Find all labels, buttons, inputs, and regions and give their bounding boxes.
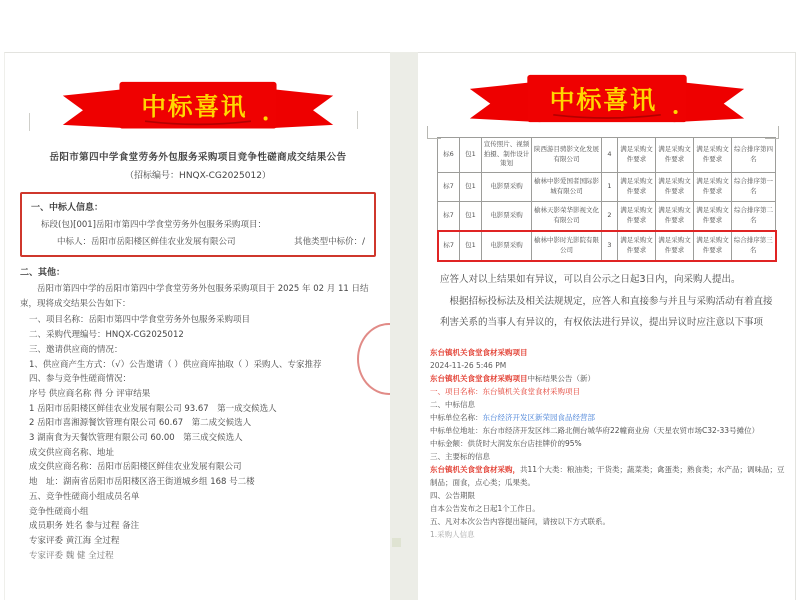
notice-headline-red: 东台镇机关食堂食材采购项目 — [430, 373, 528, 383]
margin-mark-icon — [357, 111, 358, 129]
body-line: 序号 供应商名称 得 分 评审结果 — [29, 388, 151, 399]
notice-item-period: 四、公告期限 — [430, 490, 475, 500]
notice-main-red: 东台镇机关食堂食材采购， — [430, 464, 520, 474]
margin-mark-icon — [29, 113, 30, 131]
lot-line: 标段(包)[001]岳阳市第四中学食堂劳务外包服务采购项目： — [41, 219, 266, 230]
page-gap — [390, 52, 418, 600]
page-right — [418, 52, 796, 600]
winner-box-heading: 一、中标人信息： — [31, 202, 104, 213]
notice-address: 中标单位地址：东台市经济开发区纬二路北侧台城华府22幢商业房（天星农贸市场C32-33号摊位） — [430, 425, 760, 435]
margin-corner-icon — [427, 126, 441, 139]
table-cell: 标7 — [438, 201, 460, 231]
table-cell: 综合排序第二名 — [732, 201, 776, 231]
table-cell: 榆林天影荣华影视文化有限公司 — [532, 201, 602, 231]
notice-period-text: 自本公告发布之日起1个工作日。 — [430, 503, 540, 513]
notice-amount: 中标金额：供货时大润发东台店挂牌价的95% — [430, 438, 582, 448]
table-cell: 2 — [602, 201, 618, 231]
win-banner — [61, 81, 335, 136]
notice-title: 东台镇机关食堂食材采购项目 — [430, 347, 528, 357]
table-row — [438, 137, 776, 172]
table-cell: 1 — [602, 172, 618, 201]
body-line: 五、竞争性磋商小组成员名单 — [29, 491, 140, 502]
table-cell: 满足采购文件要求 — [618, 201, 656, 231]
notice-item-contact: 五、凡对本次公告内容提出疑问，请按以下方式联系。 — [430, 516, 610, 526]
page-title: 岳阳市第四中学食堂劳务外包服务采购项目竞争性磋商成交结果公告 — [49, 151, 347, 163]
table-cell: 榆林中影时光影院有限公司 — [532, 231, 602, 261]
body-line: 专家评委 黄江海 全过程 — [29, 535, 120, 546]
table-cell: 包1 — [460, 137, 482, 172]
body-line: 三、邀请供应商的情况： — [29, 344, 123, 355]
intro-paragraph: 岳阳市第四中学的岳阳市第四中学食堂劳务外包服务采购项目于 2025 年 02 月 11 日结束，现将成交结果公告如下： — [20, 283, 369, 309]
tender-number: （招标编号：HNQX-CG2025012） — [125, 170, 271, 181]
body-line: 四、参与竞争性磋商情况： — [29, 374, 132, 385]
notice-buyer-info: 1.采购人信息 — [430, 529, 475, 539]
table-cell: 榆林中影爱国者国际影城有限公司 — [532, 172, 602, 201]
table-cell: 3 — [602, 231, 618, 261]
page-left — [4, 52, 391, 600]
notice-item-project-name: 一、项目名称：东台镇机关食堂食材采购项目 — [430, 386, 580, 396]
margin-corner-icon — [765, 126, 779, 139]
table-row — [438, 201, 776, 231]
winner-row — [31, 235, 365, 247]
table-cell: 标7 — [438, 172, 460, 201]
table-cell: 综合排序第四名 — [732, 137, 776, 172]
table-cell: 包1 — [460, 231, 482, 261]
body-lines — [29, 313, 381, 563]
notice-section — [430, 346, 787, 541]
table-cell: 满足采购文件要求 — [656, 231, 694, 261]
notice-main-line — [430, 463, 787, 489]
win-banner — [468, 74, 746, 130]
notice-timestamp: 2024-11-26 5:46 PM — [430, 360, 507, 370]
table-cell: 满足采购文件要求 — [694, 201, 732, 231]
table-cell: 满足采购文件要求 — [656, 201, 694, 231]
table-cell: 电影票采购 — [482, 231, 532, 261]
table-cell: 陕西游目骋影文化发展有限公司 — [532, 137, 602, 172]
notice-item-bid-info: 二、中标信息 — [430, 399, 475, 409]
gap-marker — [392, 538, 401, 547]
table-cell: 宣传照片、视频拍摄、制作设计策划 — [482, 137, 532, 172]
body-line: 成交供应商名称、地址 — [29, 447, 115, 458]
table-cell: 满足采购文件要求 — [656, 137, 694, 172]
body-line: 成员职务 姓名 参与过程 备注 — [29, 521, 140, 532]
notice-headline-rest: 中标结果公告（新） — [527, 373, 595, 383]
table-cell: 满足采购文件要求 — [618, 137, 656, 172]
ribbon-banner-icon — [61, 81, 335, 136]
winner-name: 中标人：岳阳市岳阳楼区鲜佳农业发展有限公司 — [57, 236, 236, 247]
unit-label: 中标单位名称： — [430, 412, 483, 422]
table-cell: 电影票采购 — [482, 172, 532, 201]
notice-headline — [430, 372, 787, 385]
body-line: 专家评委 魏 健 全过程 — [29, 550, 114, 561]
body-line: 地 址：湖南省岳阳市岳阳楼区洛王街道城乡组 168 号二楼 — [29, 477, 255, 488]
table-cell: 包1 — [460, 172, 482, 201]
banner-dot-icon — [673, 110, 677, 114]
body-line: 成交供应商名称：岳阳市岳阳楼区鲜佳农业发展有限公司 — [29, 462, 242, 473]
table-cell: 综合排序第三名 — [732, 231, 776, 261]
body-line: 3 湖南食为天餐饮管理有限公司 60.00 第三成交候选人 — [29, 433, 243, 444]
section2-heading: 二、其他： — [20, 267, 66, 278]
banner-text: 中标喜讯 — [141, 91, 248, 121]
table-cell: 电影票采购 — [482, 201, 532, 231]
body-line: 一、项目名称：岳阳市第四中学食堂劳务外包服务采购项目 — [29, 315, 251, 326]
objection-paragraph-1: 应答人对以上结果如有异议，可以自公示之日起3日内，向采购人提出。 — [440, 273, 741, 285]
notice-main-rest: 共11个大类：粮油类；干货类；蔬菜类；禽蛋类；熟食类；水产品；调味品；豆制品；面食，点心类；瓜果类。 — [430, 464, 785, 487]
table-row-highlighted — [438, 231, 776, 261]
table-cell: 4 — [602, 137, 618, 172]
banner-text: 中标喜讯 — [549, 85, 657, 115]
table-cell: 满足采购文件要求 — [656, 172, 694, 201]
body-line: 竞争性磋商小组 — [29, 506, 89, 517]
body-line: 二、采购代理编号：HNQX-CG2025012 — [29, 330, 184, 341]
table-row — [438, 172, 776, 201]
table-cell: 满足采购文件要求 — [694, 137, 732, 172]
body-line: 1 岳阳市岳阳楼区鲜佳农业发展有限公司 93.67 第一成交候选人 — [29, 403, 277, 414]
ribbon-banner-icon — [468, 74, 746, 130]
table-cell: 满足采购文件要求 — [694, 231, 732, 261]
banner-dot-icon — [264, 116, 268, 120]
notice-unit-line — [430, 411, 787, 424]
winning-unit-link[interactable]: 东台经济开发区新荣园食品经营部 — [482, 412, 595, 422]
table-cell: 满足采购文件要求 — [618, 231, 656, 261]
other-bid-price: 其他类型中标价：/ — [294, 236, 365, 247]
table-cell: 标6 — [438, 137, 460, 172]
table-cell: 满足采购文件要求 — [694, 172, 732, 201]
table-cell: 标7 — [438, 231, 460, 261]
body-line: 2 岳阳市喜湘源餐饮管理有限公司 60.67 第二成交候选人 — [29, 418, 252, 429]
table-cell: 包1 — [460, 201, 482, 231]
objection-paragraph-2: 根据招标投标法及相关法规规定，应答人和直接参与并且与采购活动有着直接利害关系的当事人有异议的，有权依法进行异议，提出异议时应注意以下事项 — [440, 295, 773, 328]
table-cell: 满足采购文件要求 — [618, 172, 656, 201]
notice-item-subject-info: 三、主要标的信息 — [430, 451, 490, 461]
body-line: 1、供应商产生方式：（√）公告邀请（ ）供应商库抽取（ ）采购人、专家推荐 — [29, 359, 322, 370]
bid-result-table — [437, 137, 777, 262]
winner-info-box — [20, 192, 376, 257]
table-cell: 综合排序第一名 — [732, 172, 776, 201]
